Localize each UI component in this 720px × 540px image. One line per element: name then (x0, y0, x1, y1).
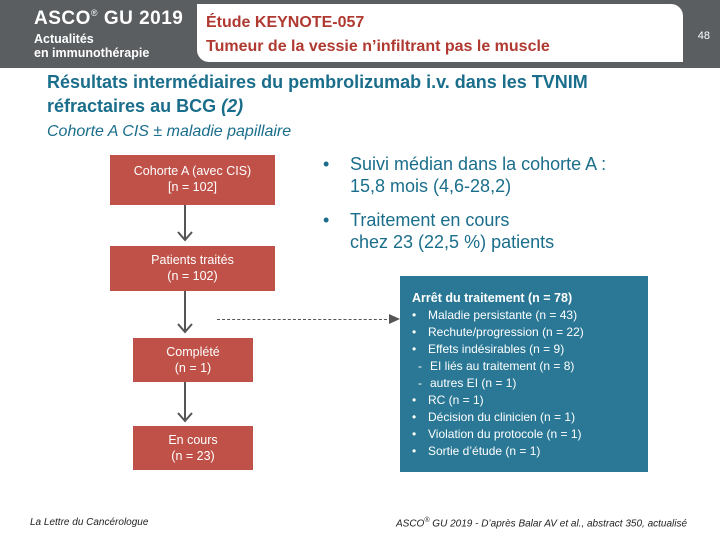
list-item: • Sortie d’étude (n = 1) (412, 444, 541, 458)
list-item: • Effets indésirables (n = 9) (412, 342, 565, 356)
dashed-connector (217, 319, 392, 320)
flow-arrow-2 (177, 291, 193, 338)
flow-arrow-1 (177, 205, 193, 247)
discontinuation-panel (400, 276, 648, 472)
page-number: 48 (697, 30, 710, 42)
slide-title-line2: Tumeur de la vessie n’infiltrant pas le muscle (206, 38, 550, 55)
slide-title-line1: Étude KEYNOTE-057 (206, 14, 365, 31)
list-subitem: - EI liés au traitement (n = 8) (418, 359, 575, 373)
flow-box-completed (133, 338, 253, 382)
list-item: • Rechute/progression (n = 22) (412, 325, 584, 339)
logo-subtitle: Actualités en immunothérapie (34, 32, 150, 60)
cohort-label: Cohorte A CIS ± maladie papillaire (47, 123, 292, 140)
footer-publication: La Lettre du Cancérologue (30, 517, 149, 528)
flow-box-count: (n = 23) (171, 449, 215, 463)
flow-box-count: (n = 1) (174, 361, 212, 375)
heading-line1: Résultats intermédiaires du pembrolizumab i.v. dans les TVNIM (47, 72, 588, 92)
flow-box-label: Patients traités (151, 253, 234, 267)
list-subitem: - autres EI (n = 1) (418, 376, 517, 390)
flow-box-count: (n = 102) (167, 269, 218, 283)
flow-box-label: En cours (168, 433, 218, 447)
conference-logo (34, 8, 183, 60)
flow-arrow-3 (177, 382, 193, 427)
footer-source: ASCO® GU 2019 - D’après Balar AV et al., abstract 350, actualisé (396, 517, 688, 530)
bullet-dot: • (323, 154, 330, 174)
flow-box-label: Complété (166, 345, 220, 359)
slide-title-box (197, 4, 683, 62)
list-item: • Violation du protocole (n = 1) (412, 427, 582, 441)
bullet-text: Suivi médian dans la cohorte A : 15,8 mois (4,6-28,2) (350, 154, 607, 196)
panel-title: Arrêt du traitement (n = 78) (412, 291, 573, 305)
heading-line2: réfractaires au BCG (2) (47, 96, 244, 116)
flow-box-ongoing (133, 426, 253, 470)
flow-box-cohort (110, 155, 275, 205)
bullet-text: Traitement en cours chez 23 (22,5 %) patients (350, 210, 555, 252)
bullet-dot: • (323, 210, 330, 230)
flow-box-label: Cohorte A (avec CIS) (133, 164, 252, 178)
list-item: • Décision du clinicien (n = 1) (412, 410, 576, 424)
list-item: • Maladie persistante (n = 43) (412, 308, 578, 322)
flow-box-count: [n = 102] (168, 180, 217, 194)
list-item: • RC (n = 1) (412, 393, 484, 407)
flow-box-treated (110, 246, 275, 291)
logo-main: ASCO® GU 2019 (34, 8, 184, 29)
header-bar (0, 0, 720, 68)
